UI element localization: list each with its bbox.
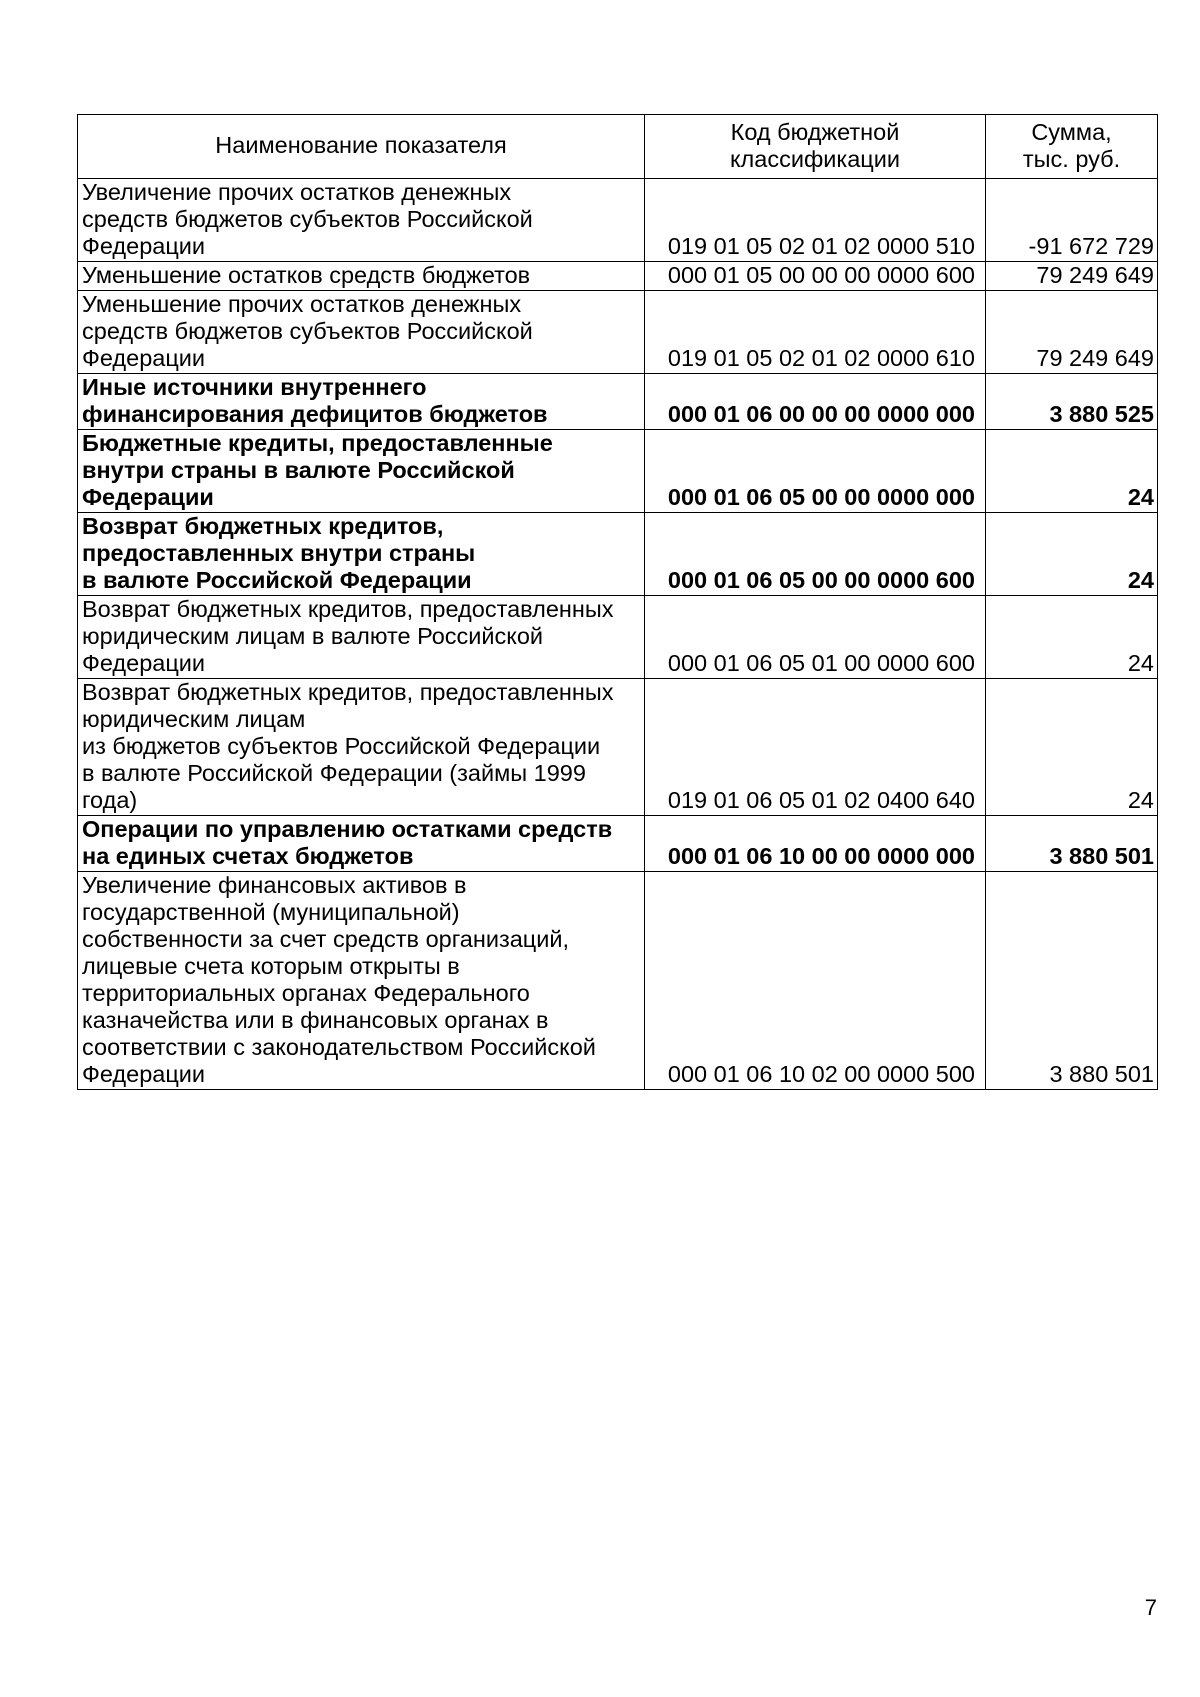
row-code-cell: 000 01 06 10 00 00 0000 000 (645, 816, 986, 872)
row-name-line: соответствии с законодательством Российской (82, 1034, 596, 1060)
row-name-line: Возврат бюджетных кредитов, (82, 513, 444, 539)
row-name-line: Федерации (82, 233, 206, 259)
row-amount-cell: 24 (986, 596, 1158, 679)
row-name-line: юридическим лицам в валюте Российской (82, 623, 544, 649)
row-name-line: Увеличение финансовых активов в (82, 872, 467, 898)
row-amount-cell: 24 (986, 513, 1158, 596)
row-name-line: средств бюджетов субъектов Российской (82, 318, 533, 344)
row-amount-cell: -91 672 729 (986, 179, 1158, 262)
table-row (78, 816, 1158, 872)
row-name-line: средств бюджетов субъектов Российской (82, 206, 533, 232)
header-amount-line1: Сумма, (1031, 118, 1112, 145)
row-name-line: Федерации (82, 345, 206, 371)
header-code (645, 115, 986, 179)
row-amount-cell: 3 880 501 (986, 816, 1158, 872)
row-name-line: финансирования дефицитов бюджетов (82, 401, 548, 427)
row-code-cell: 000 01 05 00 00 00 0000 600 (645, 262, 986, 291)
row-name-cell (78, 596, 645, 679)
row-name-cell (78, 179, 645, 262)
row-name-cell (78, 262, 645, 291)
row-name-line: казначейства или в финансовых органах в (82, 1007, 549, 1033)
row-code-cell: 019 01 06 05 01 02 0400 640 (645, 679, 986, 816)
row-name-cell (78, 513, 645, 596)
header-code-line2: классификации (730, 145, 900, 172)
row-name-line: территориальных органах Федерального (82, 980, 530, 1006)
row-name-line: Уменьшение остатков средств бюджетов (82, 262, 531, 288)
header-amount (986, 115, 1158, 179)
row-amount-cell: 24 (986, 679, 1158, 816)
row-amount-cell: 24 (986, 430, 1158, 513)
row-name-line: года) (82, 787, 138, 813)
table-row (78, 679, 1158, 816)
table-row (78, 374, 1158, 430)
row-name-line: на единых счетах бюджетов (82, 843, 414, 869)
row-code-cell: 000 01 06 05 01 00 0000 600 (645, 596, 986, 679)
row-name-line: Федерации (82, 1061, 206, 1087)
row-name-line: лицевые счета которым открыты в (82, 953, 460, 979)
row-name-cell (78, 430, 645, 513)
header-code-line1: Код бюджетной (730, 118, 900, 145)
table-row (78, 596, 1158, 679)
row-name-line: Иные источники внутреннего (82, 374, 427, 400)
row-name-cell (78, 872, 645, 1090)
row-name-line: в валюте Российской Федерации (займы 1999 (82, 760, 586, 786)
row-name-line: Возврат бюджетных кредитов, предоставленных (82, 679, 614, 705)
header-amount-line2: тыс. руб. (1022, 145, 1121, 172)
row-code-cell: 000 01 06 05 00 00 0000 000 (645, 430, 986, 513)
row-code-cell: 019 01 05 02 01 02 0000 610 (645, 291, 986, 374)
row-code-cell: 000 01 06 10 02 00 0000 500 (645, 872, 986, 1090)
row-name-line: предоставленных внутри страны (82, 540, 476, 566)
row-name-cell (78, 679, 645, 816)
row-amount-cell: 3 880 501 (986, 872, 1158, 1090)
row-code-cell: 000 01 06 05 00 00 0000 600 (645, 513, 986, 596)
page-number: 7 (1144, 1595, 1157, 1620)
row-amount-cell: 79 249 649 (986, 291, 1158, 374)
row-name-line: Операции по управлению остатками средств (82, 816, 613, 842)
row-name-line: собственности за счет средств организаций, (82, 926, 570, 952)
row-name-line: Возврат бюджетных кредитов, предоставленных (82, 596, 614, 622)
table-row (78, 430, 1158, 513)
row-code-cell: 019 01 05 02 01 02 0000 510 (645, 179, 986, 262)
table-row (78, 179, 1158, 262)
table-row (78, 872, 1158, 1090)
row-name-line: в валюте Российской Федерации (82, 567, 472, 593)
row-name-cell (78, 374, 645, 430)
row-name-line: Увеличение прочих остатков денежных (82, 179, 512, 205)
row-name-line: из бюджетов субъектов Российской Федерации (82, 733, 601, 759)
row-name-line: Федерации (82, 484, 214, 510)
row-name-cell (78, 816, 645, 872)
row-name-cell (78, 291, 645, 374)
table-body (78, 179, 1158, 1090)
table-row (78, 262, 1158, 291)
table-row (78, 291, 1158, 374)
header-name-label: Наименование показателя (215, 132, 507, 158)
row-name-line: государственной (муниципальной) (82, 899, 460, 925)
row-name-line: внутри страны в валюте Российской (82, 457, 515, 483)
row-code-cell: 000 01 06 00 00 00 0000 000 (645, 374, 986, 430)
row-name-line: Федерации (82, 650, 206, 676)
table-row (78, 513, 1158, 596)
header-name (78, 115, 645, 179)
row-name-line: Уменьшение прочих остатков денежных (82, 291, 522, 317)
row-amount-cell: 79 249 649 (986, 262, 1158, 291)
row-name-line: Бюджетные кредиты, предоставленные (82, 430, 553, 456)
row-amount-cell: 3 880 525 (986, 374, 1158, 430)
header-row (78, 115, 1158, 179)
budget-sources-table (77, 114, 1158, 1090)
row-name-line: юридическим лицам (82, 706, 306, 732)
